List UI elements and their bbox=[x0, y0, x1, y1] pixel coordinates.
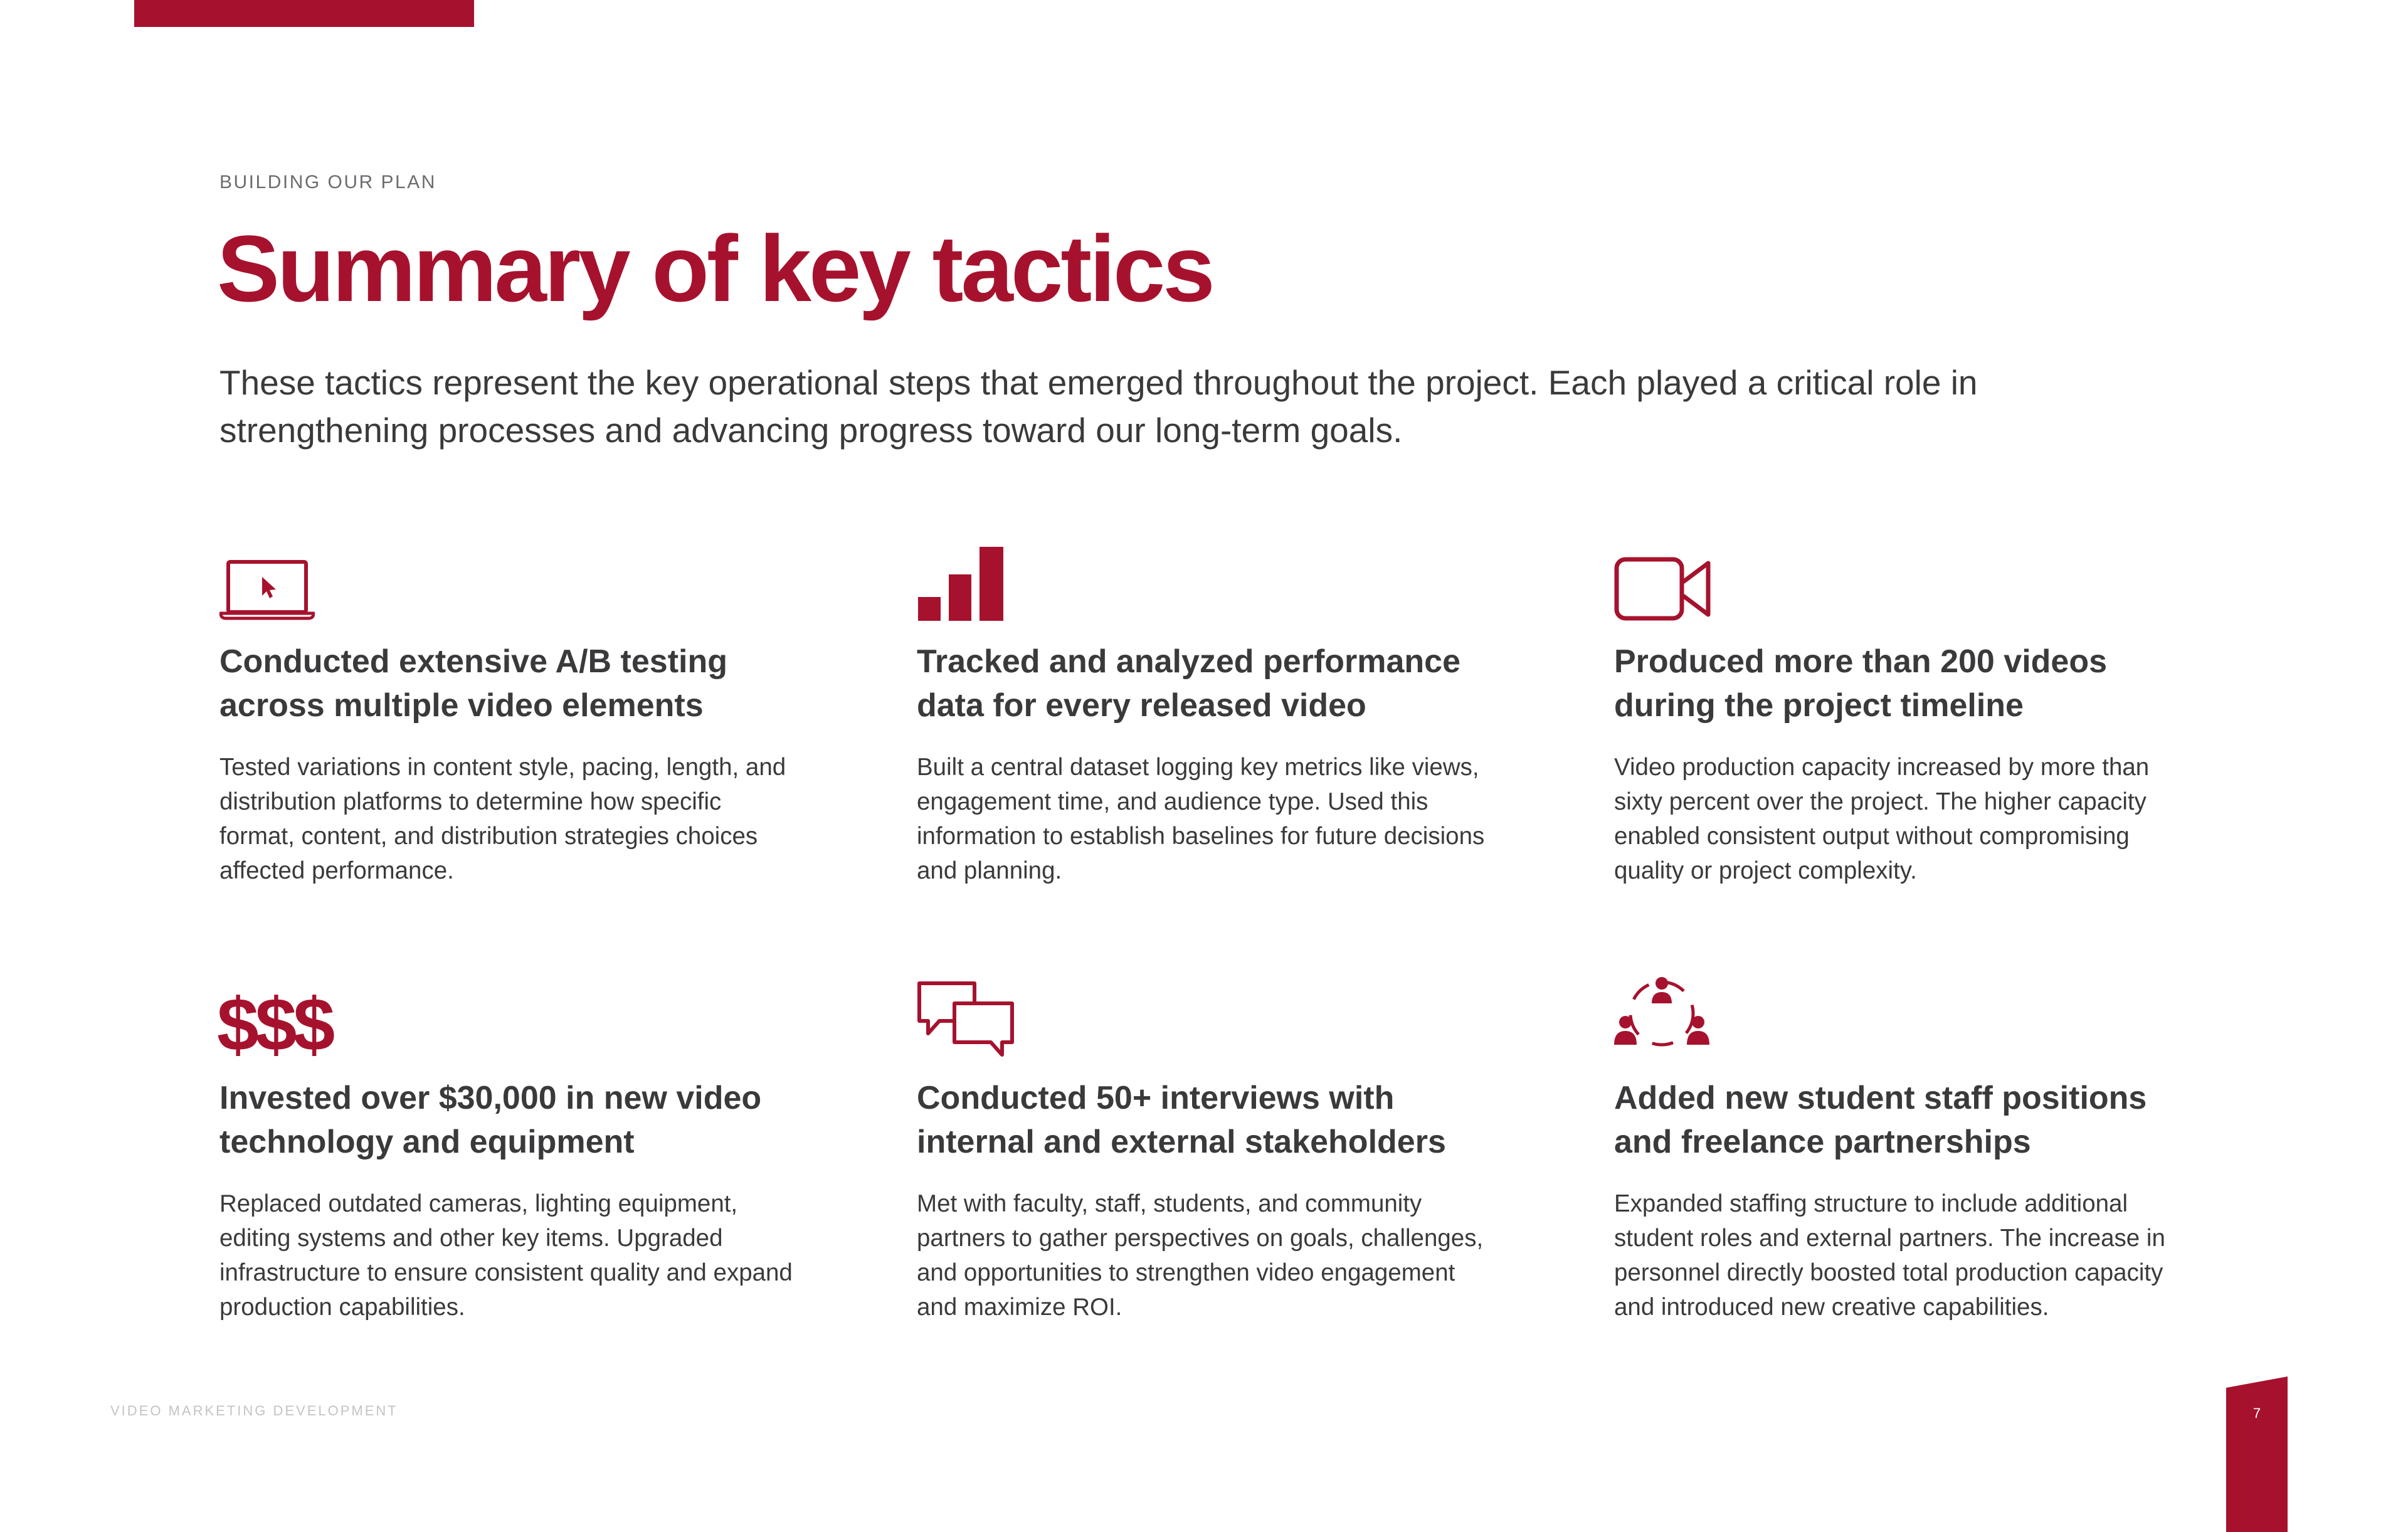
tactic-heading: Conducted 50+ interviews with internal and external stakeholders bbox=[917, 1080, 1446, 1160]
tactic-body: Expanded staffing structure to include additional student roles and external partners. The increase in personnel directly boosted total production capacity and introduced new creative capabilities. bbox=[1614, 1190, 2165, 1321]
tactic-heading: Produced more than 200 videos during the project timeline bbox=[1614, 643, 2108, 724]
chat-bubbles-icon bbox=[917, 976, 1017, 1057]
tactic-body: Met with faculty, staff, students, and community partners to gather perspectives on goals, challenges, and opportunities to strengthen video engagement and maximize ROI. bbox=[917, 1190, 1484, 1321]
bar-chart-icon bbox=[917, 539, 1017, 621]
laptop-cursor-icon bbox=[219, 539, 320, 621]
section-eyebrow: BUILDING OUR PLAN bbox=[219, 172, 436, 193]
intro-paragraph: These tactics represent the key operational steps that emerged throughout the project. Each played a critical role in strengthening processes and advancing progress toward our long-term goals. bbox=[219, 363, 1978, 450]
video-camera-icon bbox=[1614, 539, 1714, 621]
page-title: Summary of key tactics bbox=[217, 216, 1213, 321]
page-number-tab bbox=[2226, 1376, 2288, 1532]
tactic-heading: Tracked and analyzed performance data for every released video bbox=[917, 643, 1461, 724]
tactic-body: Tested variations in content style, pacing, length, and distribution platforms to determine how specific format, content, and distribution strategies choices affected performance. bbox=[219, 754, 786, 884]
tactic-body: Video production capacity increased by more than sixty percent over the project. The higher capacity enabled consistent output without compromising quality or project complexity. bbox=[1614, 754, 2150, 884]
footer-label: VIDEO MARKETING DEVELOPMENT bbox=[110, 1403, 398, 1418]
top-accent-bar bbox=[134, 0, 474, 27]
tactic-heading: Added new student staff positions and freelance partnerships bbox=[1614, 1080, 2147, 1160]
team-network-icon bbox=[1614, 976, 1714, 1057]
tactic-heading: Conducted extensive A/B testing across multiple video elements bbox=[219, 643, 727, 724]
tactic-body: Replaced outdated cameras, lighting equipment, editing systems and other key items. Upgraded infrastructure to ensure consistent quality and expand production capabilities. bbox=[219, 1190, 793, 1321]
page-number: 7 bbox=[2252, 1405, 2261, 1421]
dollar-signs-icon: $$$ bbox=[217, 983, 332, 1067]
tactic-body: Built a central dataset logging key metrics like views, engagement time, and audience type. Used this information to establish baselines for future decisions and planning. bbox=[917, 754, 1485, 884]
tactic-heading: Invested over $30,000 in new video technology and equipment bbox=[219, 1080, 762, 1160]
